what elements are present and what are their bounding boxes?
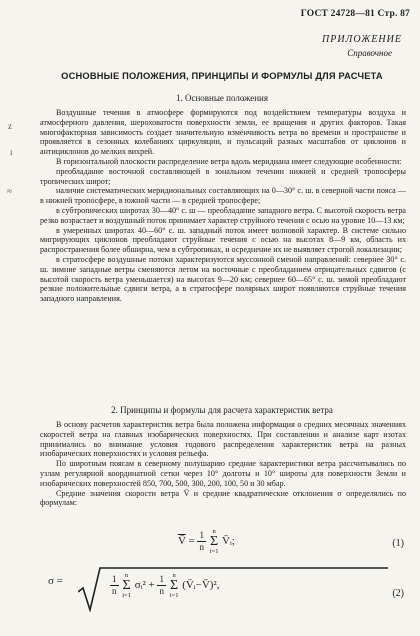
formula-2 xyxy=(48,575,63,587)
appendix-label: ПРИЛОЖЕНИЕ xyxy=(322,34,402,45)
formula-1: V̄ = $\frac{1}{n}$ n Σ i=1 V̄ᵢ; xyxy=(178,528,235,555)
margin-mark: ı xyxy=(10,147,13,157)
equation-number: (1) xyxy=(392,538,404,549)
equation-number: (2) xyxy=(392,588,404,599)
document-title: ОСНОВНЫЕ ПОЛОЖЕНИЯ, ПРИНЦИПЫ И ФОРМУЛЫ ДЛЯ РАСЧЕТА xyxy=(61,71,383,81)
paragraph: По широтным поясам в северному полушарию средние характеристики ветра рассчитывались по узлам регулярной координатной сетки через 10° долготы и 10° широты для поверхности Земли и изобарических поверхностей 850, 700, 500, 300, 200, 100, 50 и 30 мбар. xyxy=(40,459,406,488)
paragraph: в стратосфере воздушные потоки характеризуются муссонной сменой направлений: севернее 30° с. ш. зимние западные ветры сменяются летом на восточные с преобладанием отрицательных сдвигов (с высотой скорость ветра уменьшается) на высотах 9—20 км; севернее 60—65° с. ш. зимой преобладают резкие положительные сдвиги ветра, а в стратосфере полярных широт появляются струйные течения западного направления. xyxy=(40,254,406,304)
section-2-body xyxy=(40,420,406,508)
section-1-heading: 1. Основные положения xyxy=(176,93,268,103)
appendix-type: Справочное xyxy=(347,48,392,58)
summation: n Σ i=1 xyxy=(169,572,179,599)
formula-symbol: σ = xyxy=(48,575,63,587)
paragraph: Воздушные течения в атмосфере формируются под воздействием температуры воздуха и атмосферного давления, шероховатости поверхности земли, ее вращения и других факторов. Такая многофакторная зависимость создает значительную изменчивость ветра во времени и пространстве и проявляется в сезонных колебаниях циркуляции, и пульсаций разных масштабов от циклонов и антициклонов до мелких вихрей. xyxy=(40,108,406,157)
formula-term: V̄ᵢ; xyxy=(222,535,235,548)
section-1-body xyxy=(40,108,406,304)
formula-2-radicand xyxy=(110,572,219,599)
paragraph: преобладание восточной составляющей в зональном течении нижней и средней тропосферы тропических широт; xyxy=(40,166,406,186)
paragraph: в умеренных широтах 40—60° с. ш. западный поток имеет волновой характер. В системе сильно мигрирующих циклонов преобладают струйные течения с осью на высотах 8—9 км, область их распространения более обширна, чем в субтропиках, и осреднение их не выявляет строгой локализации; xyxy=(40,225,406,255)
margin-mark: ≈ xyxy=(7,186,12,196)
summation: n Σ i=1 xyxy=(209,528,219,555)
page-header: ГОСТ 24728—81 Стр. 87 xyxy=(300,9,410,19)
paragraph: в субтропических широтах 30—40° с. ш — преобладание западного ветра. С высотой скорость ветра резко возрастает и воздушный поток принимает характер струйного течения с осью на уровне 10—13 км; xyxy=(40,205,406,225)
formula-term: (V̄ᵢ−V̄)², xyxy=(182,579,220,592)
paragraph: Средние значения скорости ветра V̄ и средние квадратические отклонения σ определялись по формулам: xyxy=(40,488,406,508)
fraction: $\frac{1}{n}$ xyxy=(199,530,204,552)
fraction: $\frac{1}{n}$ xyxy=(112,574,117,596)
formula-symbol: V̄ xyxy=(178,535,186,548)
fraction: $\frac{1}{n}$ xyxy=(159,574,164,596)
margin-mark: z xyxy=(8,121,12,131)
section-2-heading: 2. Принципы и формулы для расчета характеристик ветра xyxy=(111,405,333,415)
summation: n Σ i=1 xyxy=(122,572,131,599)
paragraph: В горизонтальной плоскости распределение ветра вдоль меридиана имеет следующие особенности: xyxy=(56,156,402,166)
paragraph: наличие систематических меридиональных составляющих на 0—30° с. ш. в северной части пояса — в нижней тропосфере, в южной части — в средней тропосфере; xyxy=(40,186,406,206)
paragraph: В основу расчетов характеристик ветра была положена информация о средних месячных значениях скоростей ветра на главных изобарических поверхностях. При составлении и анализе карт изотах принимались во внимание условия годового распределения характеристик ветра на разных изобарических поверхностях и условия рельефа. xyxy=(40,420,406,459)
formula-term: σᵢ² + xyxy=(134,579,155,592)
